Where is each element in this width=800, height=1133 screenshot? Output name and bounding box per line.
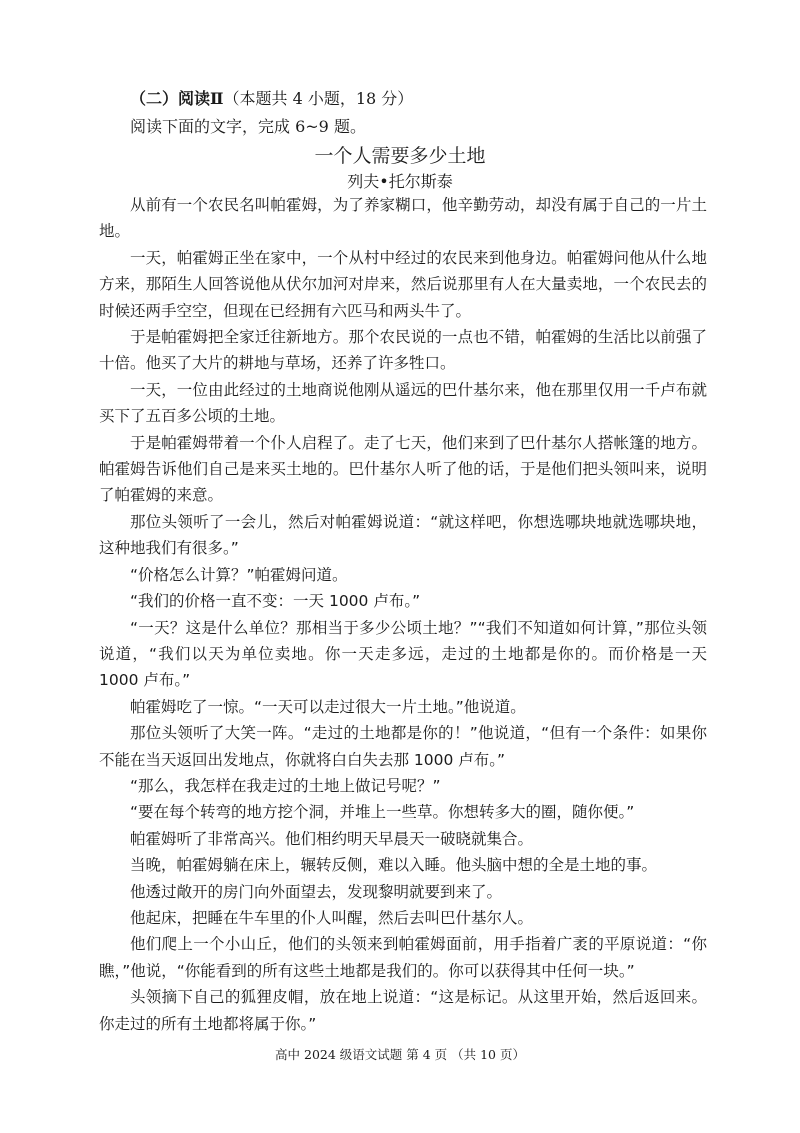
reading-instruction: 阅读下面的文字，完成 6~9 题。 [130, 117, 366, 136]
paragraph: 那位头领听了大笑一阵。“走过的土地都是你的！”他说道，“但有一个条件：如果你不能在当天返回出发地点，你就将白白失去那 1000 卢布。” [99, 724, 707, 769]
paragraph: “我们的价格一直不变：一天 1000 卢布。” [130, 592, 421, 611]
paragraph: “价格怎么计算？”帕霍姆问道。 [130, 565, 348, 584]
paragraph: “要在每个转弯的地方挖个洞，并堆上一些草。你想转多大的圈，随你便。” [130, 803, 635, 822]
article-body [99, 192, 707, 1037]
paragraph: 于是帕霍姆把全家迁往新地方。那个农民说的一点也不错，帕霍姆的生活比以前强了十倍。他买了大片的耕地与草场，还养了许多牲口。 [99, 328, 707, 373]
paragraph: 那位头领听了一会儿，然后对帕霍姆说道：“就这样吧，你想选哪块地就选哪块地，这种地我们有很多。” [99, 512, 707, 558]
paragraph: 头领摘下自己的狐狸皮帽，放在地上说道：“这是标记。从这里开始，然后返回来。你走过的所有土地都将属于你。” [99, 988, 707, 1033]
paragraph: “一天？这是什么单位？那相当于多少公顷土地？”“我们不知道如何计算，”那位头领说道，“我们以天为单位卖地。你一天走多远，走过的土地都是你的。而价格是一天 1000 卢布。” [99, 618, 707, 690]
paragraph: 帕霍姆听了非常高兴。他们相约明天早晨天一破晓就集合。 [130, 829, 534, 848]
paragraph: 他透过敞开的房门向外面望去，发现黎明就要到来了。 [130, 882, 503, 901]
paragraph: 他起床，把睡在牛车里的仆人叫醒，然后去叫巴什基尔人。 [130, 908, 534, 927]
page-footer: 高中 2024 级语文试题 第 4 页 （共 10 页） [275, 1047, 525, 1062]
section-heading-note: （本题共 4 小题，18 分） [223, 89, 414, 108]
paragraph: 帕霍姆吃了一惊。“一天可以走过很大一片土地。”他说道。 [130, 697, 526, 716]
paragraph: 于是帕霍姆带着一个仆人启程了。走了七天，他们来到了巴什基尔人搭帐篷的地方。帕霍姆告诉他们自己是来买土地的。巴什基尔人听了他的话，于是他们把头领叫来，说明了帕霍姆的来意。 [99, 433, 707, 505]
article-author: 列夫•托尔斯泰 [347, 172, 453, 191]
paragraph: 从前有一个农民名叫帕霍姆，为了养家糊口，他辛勤劳动，却没有属于自己的一片土地。 [99, 196, 707, 241]
article-title: 一个人需要多少土地 [314, 145, 486, 167]
paragraph: 一天，帕霍姆正坐在家中，一个从村中经过的农民来到他身边。帕霍姆问他从什么地方来，那陌生人回答说他从伏尔加河对岸来，然后说那里有人在大量卖地，一个农民去的时候还两手空空，但现在已经拥有六匹马和两头牛了。 [99, 248, 707, 320]
paragraph: 当晚，帕霍姆躺在床上，辗转反侧，难以入睡。他头脑中想的全是土地的事。 [130, 856, 658, 875]
paragraph: “那么，我怎样在我走过的土地上做记号呢？” [130, 776, 441, 795]
section-heading-label: （二）阅读Ⅱ [130, 89, 224, 108]
section-heading [130, 86, 413, 112]
paragraph: 一天，一位由此经过的土地商说他刚从遥远的巴什基尔来，他在那里仅用一千卢布就买下了五百多公顷的土地。 [99, 380, 707, 426]
paragraph: 他们爬上一个小山丘，他们的头领来到帕霍姆面前，用手指着广袤的平原说道：“你瞧，”他说，“你能看到的所有这些土地都是我们的。你可以获得其中任何一块。” [99, 935, 707, 980]
